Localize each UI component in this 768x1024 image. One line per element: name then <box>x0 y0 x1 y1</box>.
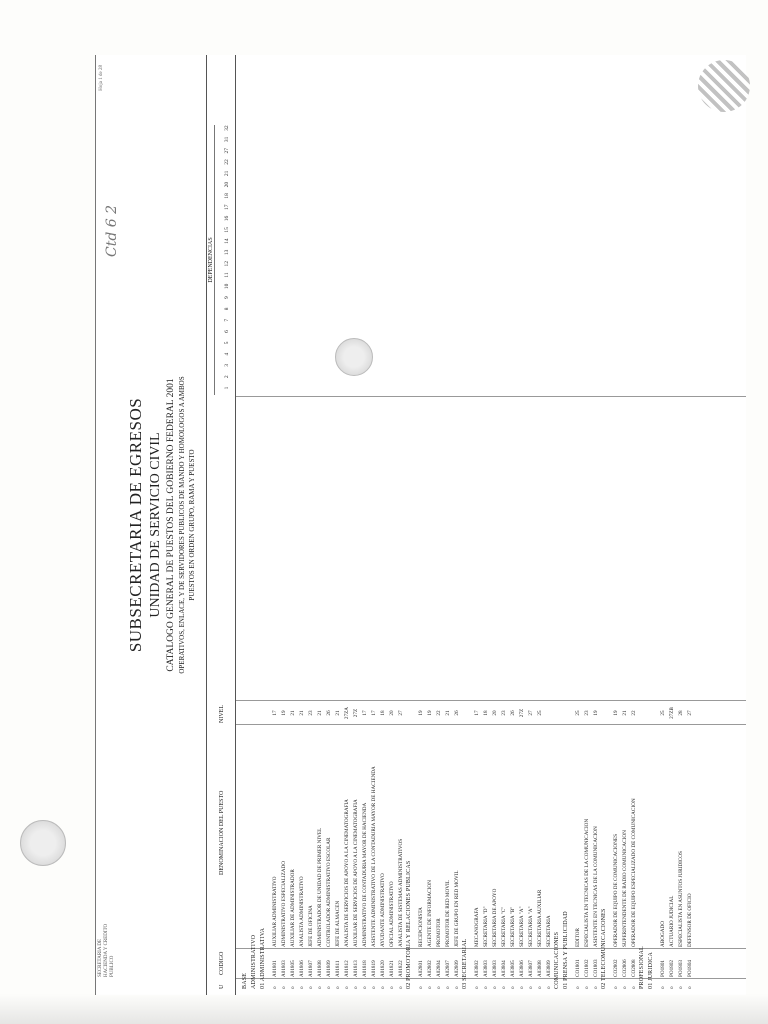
table-row <box>545 55 554 995</box>
doc-title: SUBSECRETARIA DE EGRESOS <box>126 397 145 653</box>
position-level: 25 <box>537 710 543 716</box>
position-level: 27 <box>528 710 534 716</box>
position-level: 17 <box>474 710 480 716</box>
position-name: AYUDANTE ADMINISTRATIVO <box>380 873 386 947</box>
table-row <box>583 55 592 995</box>
table-row <box>352 55 361 995</box>
table-row <box>298 55 307 995</box>
table-row <box>482 55 491 995</box>
position-code: A01806 <box>299 960 305 977</box>
table-row <box>280 55 289 995</box>
row-bullet-icon: o <box>308 986 314 989</box>
section-heading: ADMINISTRATIVO <box>251 934 257 989</box>
row-bullet-icon: o <box>660 986 666 989</box>
position-level: 27ZA <box>344 706 350 720</box>
position-level: 23 <box>584 710 590 716</box>
dependency-column-number: 1 <box>224 386 230 390</box>
position-code: A02802 <box>427 960 433 977</box>
table-row <box>289 55 298 995</box>
position-name: SECRETARIA "A" <box>519 906 525 947</box>
table-row <box>668 55 677 995</box>
row-bullet-icon: o <box>436 986 442 989</box>
position-name: PROMOTOR <box>436 918 442 947</box>
position-name: ANALISTA ADMINISTRATIVO <box>299 876 305 947</box>
table-row <box>343 55 352 995</box>
dependency-column-number: 17 <box>224 204 230 210</box>
agency-seal-text: SECRETARIA DE HACIENDA Y CREDITO PUBLICO <box>98 923 115 977</box>
row-bullet-icon: o <box>613 986 619 989</box>
section-heading: 01 ADMINISTRATIVA <box>260 927 266 989</box>
position-level: 21 <box>622 710 628 716</box>
dependency-column-number: 12 <box>224 260 230 267</box>
table-row <box>612 55 621 995</box>
doc-scope-line: OPERATIVOS, ENLACE, Y DE SERVIDORES PUBLICOS DE MANDO Y HOMOLOGOS A AMBOS <box>178 376 186 674</box>
section-heading: 02 TELECOMUNICACIONES <box>601 908 607 989</box>
position-name: JEFE DE ALMACEN <box>335 900 341 947</box>
row-bullet-icon: o <box>353 986 359 989</box>
position-code: A01820 <box>380 960 386 977</box>
position-level: 27 <box>687 710 693 716</box>
position-name: PROMOTOR DE RED MOVIL <box>445 880 451 947</box>
row-bullet-icon: o <box>474 986 480 989</box>
section-heading: COMUNICACIONES <box>554 931 560 989</box>
dependency-column-number: 22 <box>224 159 230 165</box>
dependency-column-number: 27 <box>224 147 230 154</box>
position-level: 27Z <box>519 708 525 718</box>
section-heading: BASE <box>242 972 248 989</box>
position-level: 22 <box>631 710 637 716</box>
row-bullet-icon: o <box>418 986 424 989</box>
position-level: 27 <box>398 710 404 716</box>
table-row <box>677 55 686 995</box>
position-name: SECRETARIA "A" <box>528 906 534 947</box>
col-u-header: U <box>219 984 225 989</box>
dependency-column-number: 31 <box>224 136 230 143</box>
table-row <box>500 55 509 995</box>
rotated-page <box>96 55 746 995</box>
table-row <box>426 55 435 995</box>
stamp-mark <box>698 60 750 112</box>
table-row <box>334 55 343 995</box>
row-bullet-icon: o <box>593 986 599 989</box>
table-body <box>236 55 746 995</box>
col-denominacion-header: DENOMINACION DEL PUESTO <box>219 790 225 875</box>
row-bullet-icon: o <box>622 986 628 989</box>
position-code: A01812 <box>344 960 350 977</box>
dependency-column-number: 11 <box>224 272 230 278</box>
position-code: CO1801 <box>575 959 581 977</box>
row-bullet-icon: o <box>335 986 341 989</box>
dependencias-header: DEPENDENCIAS <box>208 125 215 395</box>
position-code: A01818 <box>362 960 368 977</box>
position-name: ESPECIALISTA EN ASUNTOS JURIDICOS <box>678 851 684 947</box>
row-bullet-icon: o <box>290 986 296 989</box>
position-name: SECRETARIA "D" <box>483 906 489 947</box>
dependency-column-number: 14 <box>224 238 230 244</box>
table-row <box>370 55 379 995</box>
position-code: A01805 <box>290 960 296 977</box>
table-row <box>621 55 630 995</box>
position-code: CO2802 <box>613 959 619 977</box>
position-code: PO1803 <box>678 959 684 977</box>
table-row <box>444 55 453 995</box>
position-code: A03802 <box>474 960 480 977</box>
position-name: ADMINISTRATIVO ESPECIALIZADO <box>281 860 287 947</box>
position-code: PO1804 <box>687 959 693 977</box>
table-header <box>207 55 236 995</box>
row-bullet-icon: o <box>519 986 525 989</box>
section-heading: 01 JURIDICA <box>648 951 654 989</box>
position-level: 19 <box>613 710 619 716</box>
position-name: EDITOR <box>575 928 581 947</box>
position-name: JEFE DE GRUPO EN RED MOVIL <box>454 870 460 947</box>
position-name: JEFE DE OFICINA <box>308 905 314 947</box>
position-level: 17 <box>272 710 278 716</box>
dependency-column-number: 5 <box>224 341 230 345</box>
position-name: DEFENSOR DE OFICIO <box>687 893 693 947</box>
position-name: ANALISTA DE SERVICIOS DE APOYO A LA CINEMATOGRAFIA <box>344 799 350 947</box>
row-bullet-icon: o <box>537 986 543 989</box>
position-name: CONTROLADOR ADMINISTRATIVO ESCOLAR <box>326 837 332 947</box>
table-row <box>518 55 527 995</box>
position-name: SECRETARIA DE APOYO <box>492 888 498 947</box>
table-row <box>316 55 325 995</box>
position-level: 23 <box>308 710 314 716</box>
position-name: ANALISTA DE SISTEMAS ADMINISTRATIVOS <box>398 838 404 947</box>
row-bullet-icon: o <box>281 986 287 989</box>
row-bullet-icon: o <box>546 986 552 989</box>
position-code: A03804 <box>501 960 507 977</box>
page-content <box>96 55 746 995</box>
position-level: 18 <box>483 710 489 716</box>
position-level: 21 <box>299 710 305 716</box>
row-bullet-icon: o <box>371 986 377 989</box>
position-name: AGENTE DE INFORMACION <box>427 880 433 947</box>
row-bullet-icon: o <box>492 986 498 989</box>
section-heading: 01 PRENSA Y PUBLICIDAD <box>563 911 569 989</box>
table-row <box>574 55 583 995</box>
row-bullet-icon: o <box>362 986 368 989</box>
position-level: 19 <box>418 710 424 716</box>
row-bullet-icon: o <box>631 986 637 989</box>
row-bullet-icon: o <box>669 986 675 989</box>
position-name: OPERADOR DE EQUIPO DE COMUNICACIONES <box>613 834 619 947</box>
table-row <box>417 55 426 995</box>
table-row <box>307 55 316 995</box>
position-level: 19 <box>281 710 287 716</box>
table-row <box>388 55 397 995</box>
page-reference: Hoja 1 de 28 <box>99 65 104 91</box>
table-row <box>630 55 639 995</box>
row-bullet-icon: o <box>528 986 534 989</box>
doc-order-line: PUESTOS EN ORDEN GRUPO, RAMA Y PUESTO <box>188 449 196 601</box>
position-level: 20 <box>389 710 395 716</box>
position-code: A03807 <box>528 960 534 977</box>
position-level: 21 <box>317 710 323 716</box>
position-level: 26 <box>454 710 460 716</box>
col-codigo-header: CODIGO <box>219 951 225 975</box>
dependency-column-number: 4 <box>224 352 230 356</box>
table-row <box>361 55 370 995</box>
position-level: 26 <box>510 710 516 716</box>
row-bullet-icon: o <box>389 986 395 989</box>
position-level: 23 <box>501 710 507 716</box>
position-code: A01821 <box>389 960 395 977</box>
position-level: 26 <box>326 710 332 716</box>
dependency-column-number: 18 <box>224 193 230 199</box>
row-bullet-icon: o <box>380 986 386 989</box>
row-bullet-icon: o <box>317 986 323 989</box>
row-bullet-icon: o <box>398 986 404 989</box>
dependency-column-number: 16 <box>224 215 230 222</box>
position-code: CO2808 <box>631 959 637 977</box>
dependency-column-number: 10 <box>224 283 230 290</box>
table-row <box>527 55 536 995</box>
position-code: A03806 <box>519 960 525 977</box>
position-level: 27ZB <box>669 707 675 719</box>
position-level: 17 <box>362 710 368 716</box>
dependency-column-number: 6 <box>224 330 230 333</box>
position-code: A01807 <box>308 960 314 977</box>
dependency-column-number: 8 <box>224 307 230 311</box>
position-code: A01822 <box>398 960 404 977</box>
position-level: 21 <box>290 710 296 716</box>
handwritten-note: Ctd 6 2 <box>104 205 120 258</box>
row-bullet-icon: o <box>299 986 305 989</box>
position-code: CO1802 <box>584 959 590 977</box>
position-level: 22 <box>436 710 442 716</box>
section-heading: PROFESIONAL <box>639 946 645 989</box>
table-row <box>491 55 500 995</box>
position-name: ADMINISTRATIVO DE CONTADURIA MAYOR DE HACIENDA <box>362 802 368 947</box>
row-bullet-icon: o <box>427 986 433 989</box>
row-bullet-icon: o <box>483 986 489 989</box>
position-name: MECANOGRAFA <box>474 907 480 947</box>
table-row <box>536 55 545 995</box>
table-row <box>509 55 518 995</box>
position-name: ESPECIALISTA EN TECNICAS DE LA COMUNICACION <box>584 818 590 947</box>
position-name: ASISTENTE EN TECNICAS DE LA COMUNICACION <box>593 826 599 947</box>
position-name: RECEPCIONISTA <box>418 907 424 947</box>
dependency-column-number: 13 <box>224 249 230 256</box>
position-name: OPERADOR DE EQUIPO ESPECIALIZADO DE COMUNICACION <box>631 798 637 947</box>
row-bullet-icon: o <box>445 986 451 989</box>
position-name: SECRETARIA "B" <box>510 906 516 947</box>
table-row <box>379 55 388 995</box>
position-name: AUXILIAR ADMINISTRATIVO <box>272 876 278 947</box>
position-code: A01809 <box>326 960 332 977</box>
position-code: A01811 <box>335 960 341 977</box>
position-level: 20 <box>492 710 498 716</box>
position-level: 17 <box>371 710 377 716</box>
position-code: A03803 <box>483 960 489 977</box>
position-code: A02809 <box>454 960 460 977</box>
table-row <box>473 55 482 995</box>
row-bullet-icon: o <box>584 986 590 989</box>
position-level: 21 <box>445 710 451 716</box>
dependency-column-number: 21 <box>224 170 230 177</box>
row-bullet-icon: o <box>454 986 460 989</box>
table-row <box>659 55 668 995</box>
position-code: A01803 <box>281 960 287 977</box>
position-code: A01819 <box>371 960 377 977</box>
position-code: A02807 <box>445 960 451 977</box>
position-code: A03803 <box>492 960 498 977</box>
position-level: 21 <box>335 710 341 716</box>
doc-catalog-line: CATALOGO GENERAL DE PUESTOS DEL GOBIERNO FEDERAL 2001 <box>166 378 176 672</box>
position-code: CO1803 <box>593 959 599 977</box>
position-level: 25 <box>660 710 666 716</box>
dependency-column-number: 32 <box>224 125 230 131</box>
section-heading: 02 PROMOTORIA Y RELACIONES PUBLICAS <box>406 860 412 989</box>
section-heading: 03 SECRETARIAL <box>462 938 468 989</box>
position-code: A03809 <box>546 960 552 977</box>
catalog-table <box>206 55 746 995</box>
row-bullet-icon: o <box>326 986 332 989</box>
table-row <box>325 55 334 995</box>
position-name: SECRETARIA <box>546 915 552 947</box>
dependency-column-number: 2 <box>224 375 230 379</box>
table-row <box>397 55 406 995</box>
row-bullet-icon: o <box>687 986 693 989</box>
dependency-column-number: 3 <box>224 364 230 367</box>
position-level: 19 <box>593 710 599 716</box>
position-name: AUXILIAR DE ADMINISTRADOR <box>290 869 296 947</box>
table-row <box>271 55 280 995</box>
punch-hole <box>20 820 66 866</box>
table-row <box>453 55 462 995</box>
position-name: SECRETARIA AUXILIAR <box>537 889 543 947</box>
document-sheet <box>95 55 746 995</box>
row-bullet-icon: o <box>575 986 581 989</box>
dependency-column-number: 15 <box>224 227 230 233</box>
dependency-column-number: 9 <box>224 296 230 299</box>
row-bullet-icon: o <box>272 986 278 989</box>
position-level: 28 <box>678 710 684 716</box>
position-code: CO2806 <box>622 959 628 977</box>
position-code: A01801 <box>272 960 278 977</box>
row-bullet-icon: o <box>344 986 350 989</box>
position-code: A01813 <box>353 960 359 977</box>
dependency-column-number: 20 <box>224 181 230 188</box>
position-code: A02804 <box>436 960 442 977</box>
position-code: PO1802 <box>669 959 675 977</box>
position-name: OFICIAL ADMINISTRATIVO <box>389 881 395 947</box>
position-name: SUPERINTENDENTE DE RADIO COMUNICACION <box>622 830 628 947</box>
position-name: ASISTENTE ADMINISTRATIVO DE LA CONTADURIA MAYOR DE HACIENDA <box>371 766 377 947</box>
position-code: A02801 <box>418 960 424 977</box>
table-row <box>435 55 444 995</box>
position-code: A03805 <box>510 960 516 977</box>
scan-edge <box>0 994 768 1024</box>
position-level: 25 <box>575 710 581 716</box>
position-code: A03808 <box>537 960 543 977</box>
position-name: ACTUARIO JUDICIAL <box>669 895 675 947</box>
row-bullet-icon: o <box>678 986 684 989</box>
position-name: AUXILIAR DE SERVICIOS DE APOYO A LA CINEMATOGRAFIA <box>353 799 359 947</box>
row-bullet-icon: o <box>501 986 507 989</box>
table-row <box>592 55 601 995</box>
dependency-column-number: 7 <box>224 318 230 322</box>
row-bullet-icon: o <box>510 986 516 989</box>
position-level: 19 <box>427 710 433 716</box>
table-row <box>686 55 695 995</box>
position-level: 27Z <box>353 708 359 718</box>
punch-hole <box>335 338 373 376</box>
position-name: ABOGADO <box>660 921 666 947</box>
position-name: SECRETARIA "C" <box>501 906 507 947</box>
position-code: PO1801 <box>660 959 666 977</box>
position-code: A01808 <box>317 960 323 977</box>
doc-subtitle: UNIDAD DE SERVICIO CIVIL <box>148 432 163 618</box>
col-nivel-header: NIVEL <box>219 705 225 723</box>
position-name: ADMINISTRADOR DE UNIDAD DE PRIMER NIVEL <box>317 827 323 947</box>
position-level: 18 <box>380 710 386 716</box>
